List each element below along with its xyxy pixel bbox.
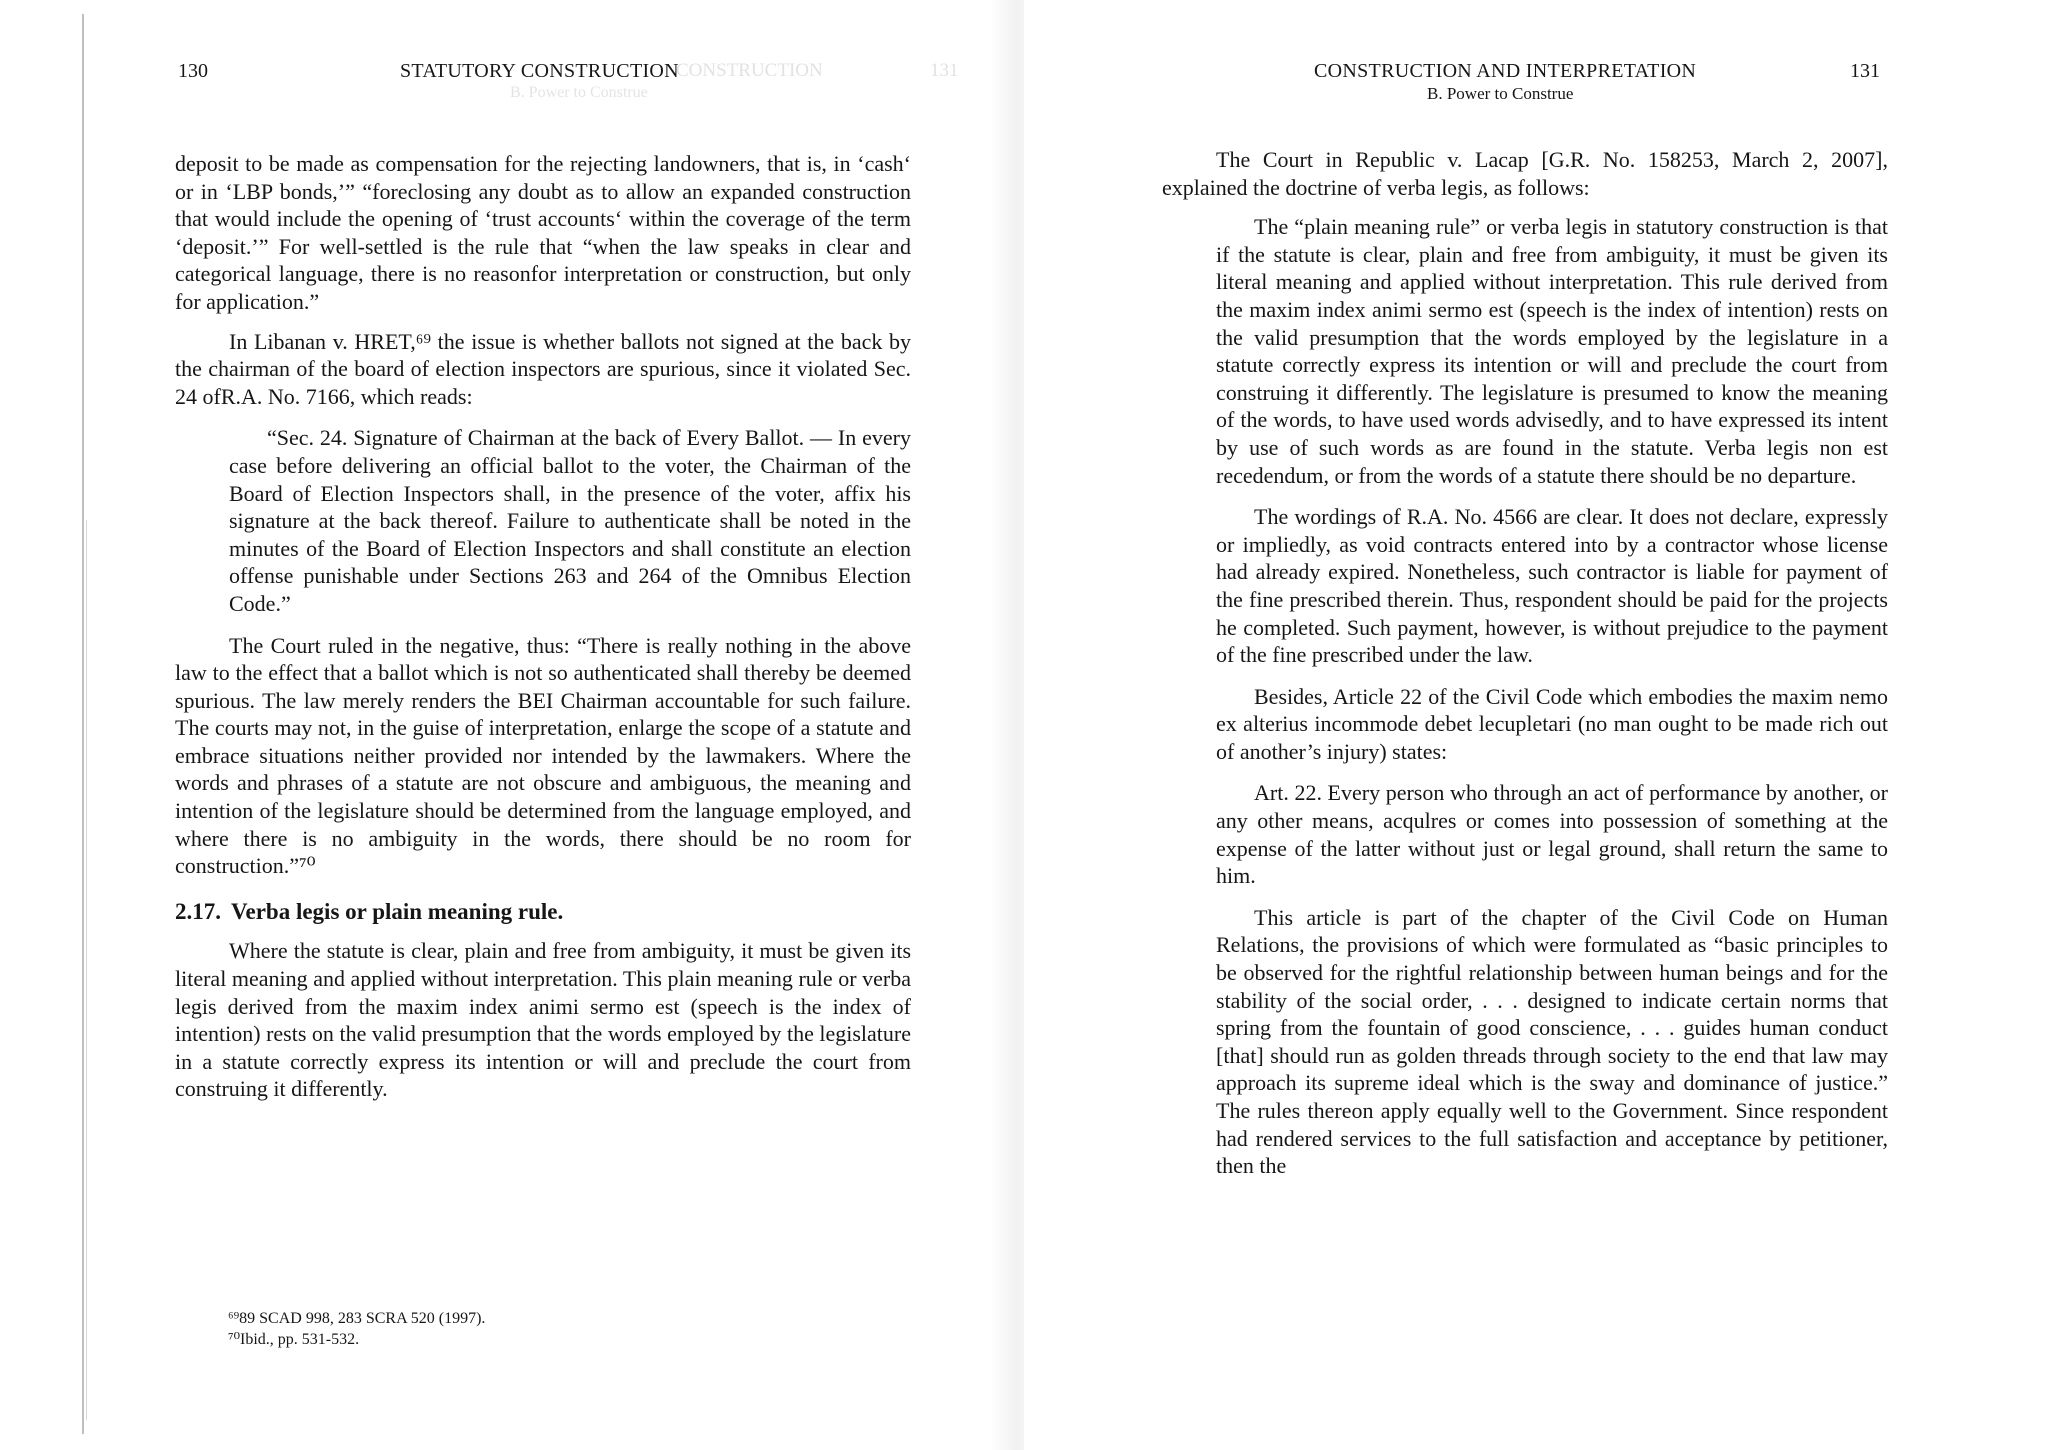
bleed-through-page-number: 131: [930, 60, 959, 81]
page-number: 131: [1850, 60, 1880, 82]
running-head: CONSTRUCTION AND INTERPRETATION: [1314, 60, 1697, 82]
page-edge-shadow: [82, 14, 84, 1434]
left-text-column: [175, 150, 911, 1103]
paragraph: Where the statute is clear, plain and free from ambiguity, it must be given its literal meaning and applied without interpretation. This plain meaning rule or verba legis derived from the maxim index animi sermo est (speech is the index of intention) rests on the valid presumption that the words employed by the legislature in a statute correctly express its intention or will and preclude the court from construing it differently.: [175, 938, 911, 1102]
running-subhead: B. Power to Construe: [1427, 84, 1574, 103]
bleed-through-header: CONSTRUCTION: [676, 60, 823, 81]
paragraph: In Libanan v. HRET,⁶⁹ the issue is whether ballots not signed at the back by the chairman of the board of election inspectors are spurious, since it violated Sec. 24 ofR.A. No. 7166, which reads:: [175, 328, 911, 409]
block-quote: “Sec. 24. Signature of Chairman at the back of Every Ballot. — In every case before delivering an official ballot to the voter, the Chairman of the Board of Election Inspectors shall, in the presence of the voter, affix his signature at the back thereof. Failure to authenticate shall be noted in the minutes of the Board of Election Inspectors and shall constitute an election offense punishable under Sections 263 and 264 of the Omnibus Election Code.”: [229, 425, 911, 616]
block-quote: The “plain meaning rule” or verba legis in statutory construction is that if the statute is clear, plain and free from ambiguity, it must be given its literal meaning and applied without interpretation. This rule derived from the maxim index animi sermo est (speech is the index of intention) rests on the valid presumption that the words employed by the legislature in a statute correctly express its intention or will and preclude the court from construing it differently. The legislature is presumed to know the meaning of the words, to have used words advisedly, and to have expressed its intent by use of such words as are found in the statute. Verba legis non est recedendum, or from the words of a statute there should be no departure.: [1216, 214, 1888, 488]
bleed-through-subhead: B. Power to Construe: [510, 84, 648, 101]
paragraph: The Court ruled in the negative, thus: “There is really nothing in the above law to the effect that a ballot which is not so authenticated shall thereby be deemed spurious. The law merely renders the BEI Chairman accountable for such failure. The courts may not, in the guise of interpretation, enlarge the scope of a statute and embrace situations neither provided nor intended by the lawmakers. Where the words and phrases of a statute are not obscure and ambiguous, the meaning and intention of the legislature should be determined from the language employed, and where there is no ambiguity in the words, there should be no room for construction.”⁷⁰: [175, 632, 911, 879]
section-number: 2.17.: [175, 898, 221, 924]
block-quote: This article is part of the chapter of the Civil Code on Human Relations, the provisions of which were formulated as “basic principles to be observed for the rightful relationship between human beings and for the stability of the social order, . . . designed to indicate certain norms that spring from the fountain of good conscience, . . . guides human conduct [that] should run as golden threads through society to the end that law may approach its supreme ideal which is the sway and dominance of justice.” The rules thereon apply equally well to the Government. Since respondent had rendered services to the full satisfaction and acceptance by petitioner, then the: [1216, 904, 1888, 1179]
right-text-column: [1162, 146, 1888, 1180]
block-quote: Besides, Article 22 of the Civil Code which embodies the maxim nemo ex alterius incommode debet lecupletari (no man ought to be made rich out of another’s injury) states:: [1216, 683, 1888, 764]
footnotes: [228, 1308, 485, 1350]
paragraph: The Court in Republic v. Lacap [G.R. No. 158253, March 2, 2007], explained the doctrine of verba legis, as follows:: [1162, 147, 1888, 200]
block-quote: The wordings of R.A. No. 4566 are clear. It does not declare, expressly or impliedly, as void contracts entered into by a contractor whose license had already expired. Nonetheless, such contractor is liable for payment of the fine prescribed therein. Thus, respondent should be paid for the projects he completed. Such payment, however, is without prejudice to the payment of the fine prescribed under the law.: [1216, 504, 1888, 668]
running-head: STATUTORY CONSTRUCTION: [400, 60, 679, 82]
left-page: [0, 0, 1010, 1450]
page-edge-shadow-secondary: [86, 520, 87, 1420]
section-title: Verba legis or plain meaning rule.: [231, 898, 564, 924]
footnote: ⁷⁰Ibid., pp. 531-532.: [228, 1331, 360, 1348]
paragraph: deposit to be made as compensation for the rejecting landowners, that is, in ‘cash‘ or in ‘LBP bonds,’” “foreclosing any doubt as to allow an expanded construction that would include the opening of ‘trust accounts‘ within the coverage of the term ‘deposit.’” For well-settled is the rule that “when the law speaks in clear and categorical language, there is no reasonfor interpretation or construction, but only for application.”: [175, 151, 911, 314]
section-heading: [175, 898, 911, 926]
page-number: 130: [178, 60, 208, 82]
block-quote: Art. 22. Every person who through an act of performance by another, or any other means, acqulres or comes into possession of something at the expense of the latter without just or legal ground, shall return the same to him.: [1216, 780, 1888, 889]
footnote: ⁶⁹89 SCAD 998, 283 SCRA 520 (1997).: [228, 1310, 486, 1327]
